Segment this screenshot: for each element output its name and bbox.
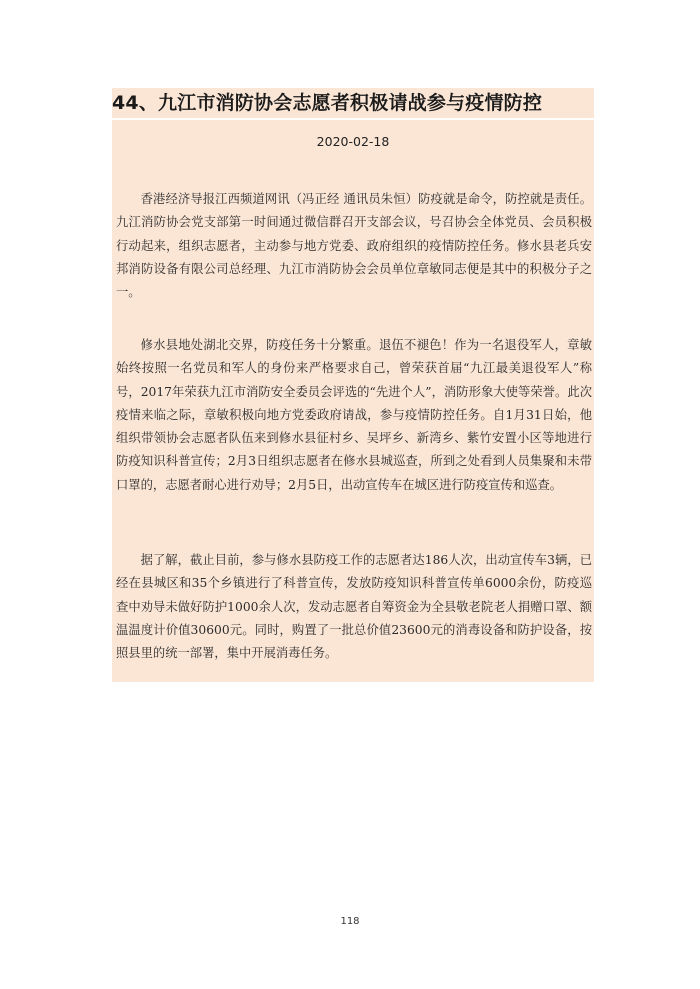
article-paragraph-3: 据了解，截止目前，参与修水县防疫工作的志愿者达186人次，出动宣传车3辆，已经在县城区和35个乡镇进行了科普宣传，发放防疫知识科普宣传单6000余份，防疫巡查中劝导未做好防护1000余人次，发动志愿者自筹资金为全县敬老院老人捐赠口罩、额温温度计价值30600元。同时，购置了一批总价值23600元的消毒设备和防护设备，按照县里的统一部署，集中开展消毒任务。 bbox=[116, 553, 592, 661]
article-date: 2020-02-18 bbox=[316, 134, 390, 149]
page-number: 118 bbox=[340, 916, 360, 927]
article-paragraph-1: 香港经济导报江西频道网讯（冯正经 通讯员朱恒）防疫就是命令，防控就是责任。九江消防协会党支部第一时间通过微信群召开支部会议，号召协会全体党员、会员积极行动起来，组织志愿者，主动参与地方党委、政府组织的疫情防控任务。修水县老兵安邦消防设备有限公司总经理、九江市消防协会会员单位章敏同志便是其中的积极分子之一。 bbox=[116, 192, 592, 300]
article-paragraph-2: 修水县地处湖北交界，防疫任务十分繁重。退伍不褪色！作为一名退役军人，章敏始终按照一名党员和军人的身份来严格要求自己，曾荣获首届“九江最美退役军人”称号，2017年荣获九江市消防安全委员会评选的“先进个人”，消防形象大使等荣誉。此次疫情来临之际，章敏积极向地方党委政府请战，参与疫情防控任务。自1月31日始，他组织带领协会志愿者队伍来到修水县征村乡、吴坪乡、新湾乡、紫竹安置小区等地进行防疫知识科普宣传；2月3日组织志愿者在修水县城巡查，所到之处看到人员集聚和未带口罩的，志愿者耐心进行劝导；2月5日，出动宣传车在城区进行防疫宣传和巡查。 bbox=[116, 338, 592, 492]
article-title: 44、九江市消防协会志愿者积极请战参与疫情防控 bbox=[112, 88, 594, 118]
article-body bbox=[112, 120, 594, 682]
